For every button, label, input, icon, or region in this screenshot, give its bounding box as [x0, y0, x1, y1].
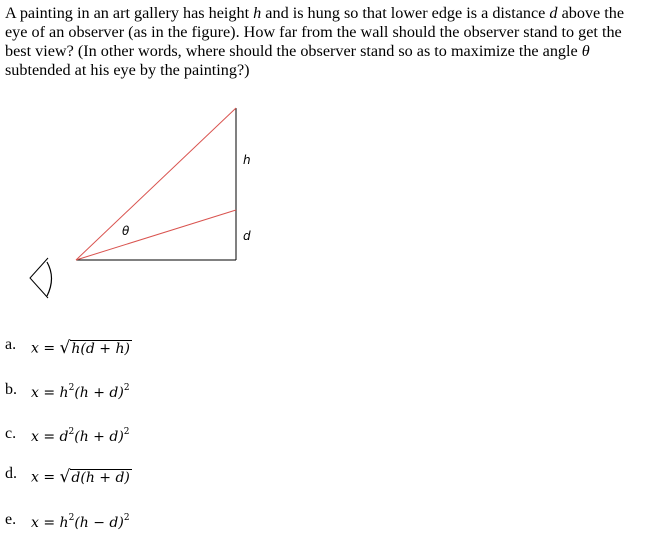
sqrt-icon: √ — [59, 467, 71, 487]
label-theta: θ — [122, 224, 130, 238]
expr-lhs: x — [31, 340, 39, 357]
question-part3: above the eye of an observer (as in the figure). How far from the wall should the observer stand to get the best view? (In other words, where should the observer stand so as to maximize the angle — [5, 4, 625, 60]
choice-letter: e. — [5, 511, 17, 528]
label-h: h — [243, 153, 251, 167]
choice-expression — [31, 339, 132, 358]
expr-term1: h — [59, 385, 69, 401]
question-part1: A painting in an art gallery has height — [5, 4, 254, 22]
expr-lhs: x — [31, 515, 39, 531]
var-h: h — [253, 4, 262, 22]
var-theta: θ — [581, 42, 590, 60]
expr-lhs: x — [31, 429, 39, 445]
expr-eq: = — [38, 340, 60, 357]
ray-top — [76, 108, 236, 260]
expr-exp1: 2 — [68, 513, 75, 523]
expr-exp2: 2 — [123, 427, 130, 437]
expr-eq: = — [38, 385, 60, 401]
label-d: d — [243, 229, 251, 243]
choice-letter: a. — [5, 336, 17, 353]
expr-lhs: x — [31, 385, 39, 401]
eye-icon — [30, 258, 48, 298]
expr-exp1: 2 — [68, 427, 75, 437]
radicand: d(h + d) — [71, 470, 130, 486]
expr-term2: (h + d) — [74, 385, 124, 401]
choice-letter: b. — [5, 381, 17, 398]
sqrt — [60, 468, 132, 487]
ray-bottom — [76, 210, 236, 260]
expr-exp2: 2 — [123, 383, 130, 393]
radicand: h(d + h) — [71, 341, 130, 357]
expr-lhs: x — [31, 469, 39, 486]
var-d: d — [549, 4, 558, 22]
sqrt — [60, 339, 132, 358]
expr-eq: = — [38, 469, 60, 486]
choice-expression — [31, 468, 132, 487]
eye-lens — [47, 262, 52, 296]
expr-term1: d — [59, 429, 69, 445]
choice-expression — [31, 384, 130, 402]
choice-expression — [31, 428, 130, 446]
expr-eq: = — [38, 515, 60, 531]
choice-letter: c. — [5, 425, 17, 442]
expr-term1: h — [59, 515, 69, 531]
expr-eq: = — [38, 429, 60, 445]
expr-exp1: 2 — [68, 383, 75, 393]
expr-term2: (h − d) — [74, 515, 124, 531]
question-part2: and is hung so that lower edge is a distance — [261, 4, 550, 22]
choice-expression — [31, 514, 130, 532]
sqrt-icon: √ — [59, 338, 71, 358]
choice-letter: d. — [5, 465, 17, 482]
question-part4: subtended at his eye by the painting?) — [5, 61, 250, 79]
expr-term2: (h + d) — [74, 429, 124, 445]
expr-exp2: 2 — [123, 513, 130, 523]
